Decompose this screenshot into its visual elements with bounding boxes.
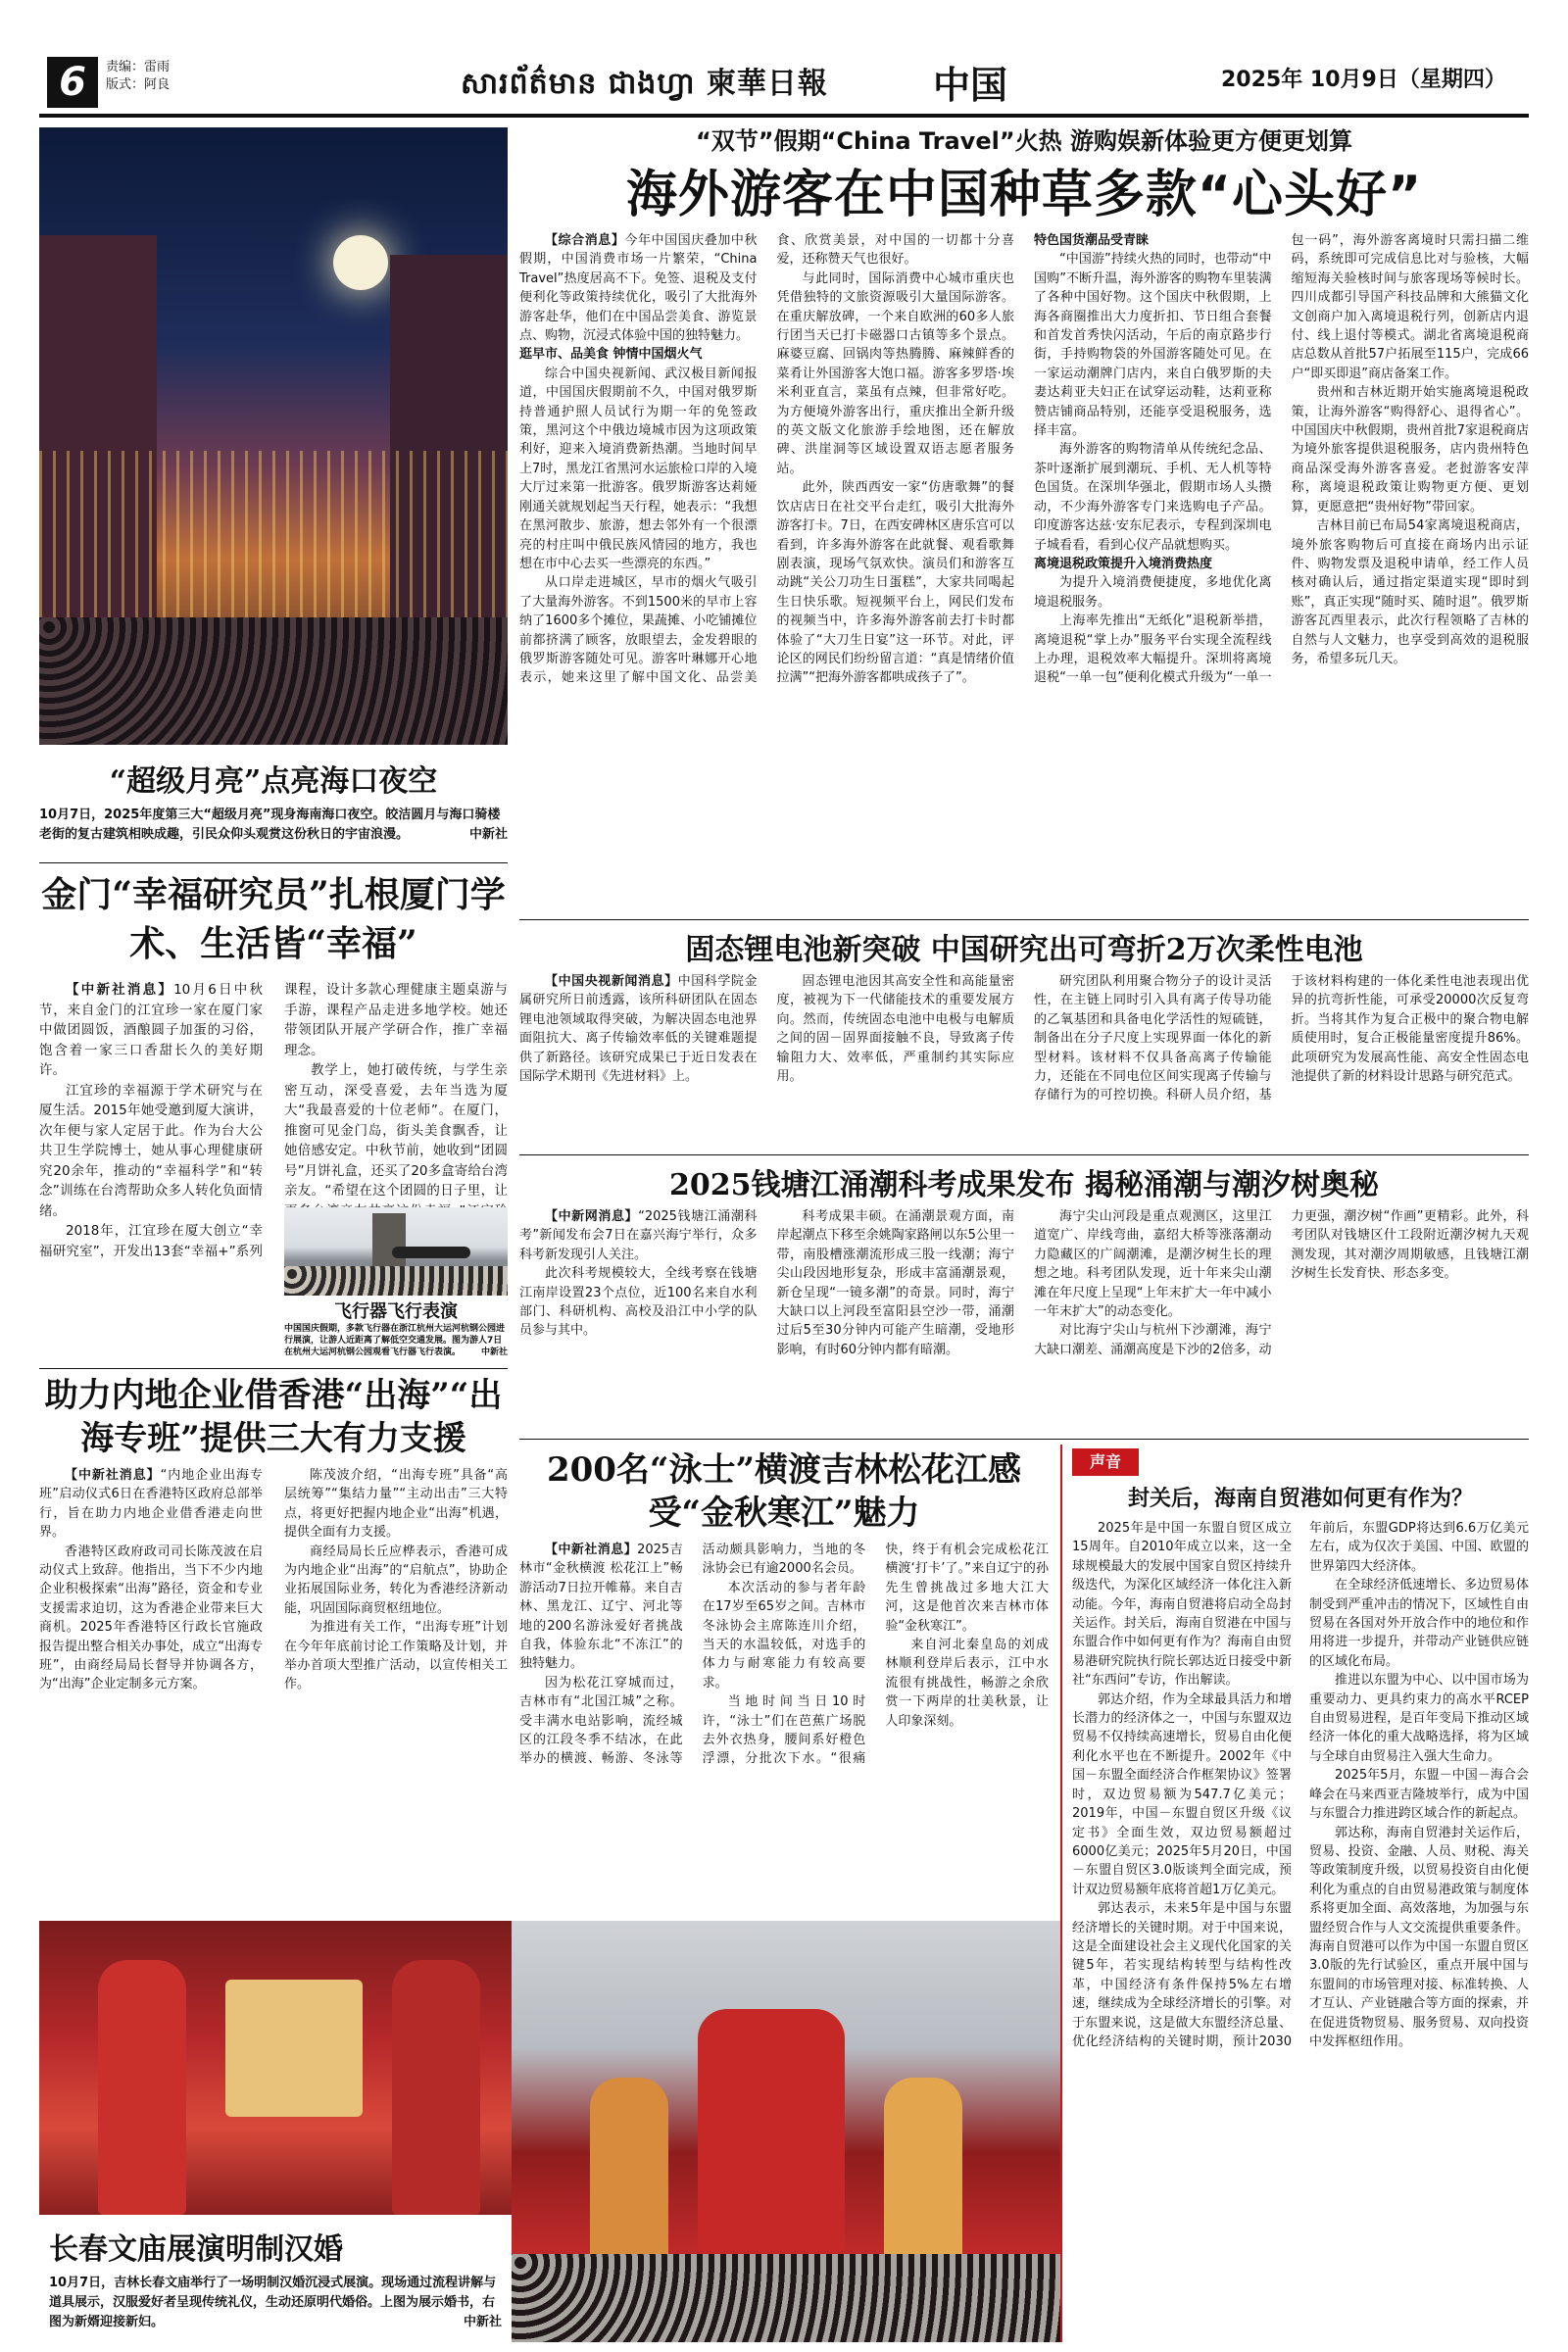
drone-title: 飞行器飞行表演 [334,1301,458,1322]
tourism-p4: 与此同时，国际消费中心城市重庆也凭借独特的文旅资源吸引大量国际游客。在重庆解放碑，一个来自欧洲的60多人旅行团当天已打卡磁器口古镇等多个景点。麻婆豆腐、回锅肉等热腾腾、麻辣鲜香的菜肴让外国游客大饱口福。游客多罗塔·埃米利亚直言，菜虽有点辣，但非常好吃。为方便境外游客出行，重庆推出全新升级的英文版文化旅游手绘地图，还在解放碑、洪崖洞等区域设置双语志愿者服务站。 [776,270,1014,476]
tourism-p3: 从口岸走进城区，早市的烟火气吸引了大量海外游客。不到1500米的早市上容纳了1600多个摊位，果蔬摊、小吃铺摊位前都挤满了顾客，放眼望去，金发碧眼的俄罗斯游客随处可见。游客叶琳娜开心地表示，她来这里了解中国文化、品尝美食、欣赏美景，对中国的一切都十分喜爱，还称赞天气也很好。 [519,233,1014,686]
swim-headline: 200名“泳士”横渡吉林松花江感受“金秋寒江”魅力 [546,1450,1022,1533]
hk-p4: 商经局局长丘应桦表示，香港可成为内地企业“出海”的“启航点”，协助企业拓展国际业务，转化为香港经济新动能，巩固国际商贸枢纽地位。 [284,1544,508,1616]
hainan-p6: 2025年5月，东盟－中国－海合会峰会在马来西亚吉隆坡举行，成为中国与东盟合力推进跨区域合作的新起点。 [1309,1768,1529,1822]
moon-title: “超级月亮”点亮海口夜空 [109,764,438,799]
hainan-p2: 郭达介绍，作为全球最具活力和增长潜力的经济体之一，中国与东盟双边贸易不仅持续高速增长，贸易自由化便利化水平也在不断提升。2002年《中国－东盟全面经济合作框架协议》签署时，双边贸易额为547.7亿美元；2019年，中国－东盟自贸区升级《议定书》全面生效，双边贸易额超过6000亿美元；2025年5月20日，中国－东盟自贸区3.0版谈判全面完成，预计双边贸易额年底将首超1万亿美元。 [1072,1691,1292,1897]
battery-headline: 固态锂电池新突破 中国研究出可弯折2万次柔性电池 [685,933,1363,967]
tide-body [519,1207,1529,1433]
swim-p1: 2025吉林市“金秋横渡 松花江上”畅游活动7日拉开帷幕。来自吉林、黑龙江、辽宁、河北等地的200名游泳爱好者挑战自我，体验东北“不冻江”的独特魅力。 [519,1543,683,1672]
tourism-sub1: 逛早市、品美食 钟情中国烟火气 [519,347,703,363]
battery-body [519,972,1529,1149]
wedding-title: 长春文庙展演明制汉婚 [49,2232,343,2267]
divider [519,919,1529,920]
tide-p5: 对比海宁尖山与杭州下沙潮滩，海宁大缺口潮差、涌潮高度是下沙的2倍多，动力更强，潮汐树“作画”更精彩。此外，科考团队对钱塘区什工段附近潮汐树九天观测发现，其对潮汐周期敏感，且钱塘江潮汐树生长发育快、形态多变。 [1034,1209,1529,1357]
divider [39,862,508,863]
battery-p2: 固态锂电池因其高安全性和高能量密度，被视为下一代储能技术的重要发展方向。然而，传统固态电池中电极与电解质之间的固－固界面接触不良，导致离子传输阻力大、效率低，严重制约其实际应用。 [776,974,1014,1085]
battery-p1: 中国科学院金属研究所日前透露，该所科研团队在固态锂电池领域取得突破，为解决固态电池界面阻抗大、离子传输效率低的关键难题提供了新路径。该研究成果已于近日发表在国际学术期刊《先进材料》上。 [519,974,758,1085]
hainan-p4: 在全球经济低速增长、多边贸易体制受到严重冲击的情况下，区域性自由贸易在各国对外开放合作中的地位和作用将进一步提升，并带动产业链供应链的区域化布局。 [1309,1578,1529,1669]
tide-p3: 科考成果丰硕。在涌潮景观方面，南岸起潮点下移至余姚陶家路闸以东5公里一带，南股槽涨潮流形成三股一线潮；海宁尖山段因地形复杂，形成丰富涌潮景观，新仓呈现“一镜多潮”的奇景。同时，海宁大缺口以上河段至富阳县空沙一带，涌潮过后5至30分钟内可能产生暗潮，受地形影响，有时60分钟内都有暗潮。 [776,1209,1014,1357]
tourism-sub3: 离境退税政策提升入境消费热度 [1034,556,1213,571]
section-name: 中国 [933,64,1008,107]
tourism-sub2: 特色国货潮品受青睐 [1034,233,1150,248]
tourism-kicker: “双节”假期“China Travel”火热 游购娱新体验更方便更划算 [696,127,1352,155]
drone-photo [284,1207,508,1296]
figure-official [392,1960,480,2215]
swim-p3: 本次活动的参与者年龄在17岁至65岁之间。吉林市冬泳协会主席陈连川介绍，当天的水温较低，对选手的体力与耐寒能力有较高要求。 [702,1580,866,1690]
masthead: សារព័ត៌មាន ជាងហ្វា 柬華日報 [461,67,828,101]
opinion-rule [1060,1445,1062,2342]
crowd-shape [39,617,508,745]
xiamen-p3: 2018年，江宜珍在厦大创立“幸福研究室”，开发出13套“幸福+”系列课程，设计多款心理健康主题桌游与手游，课程产品走进多地学校。她还带领团队开展产学研合作，推广幸福理念。 [39,982,508,1259]
opinion-tag: 声音 [1072,1448,1139,1476]
tide-p4: 海宁尖山河段是重点观测区，这里江道宽广、岸线弯曲，嘉绍大桥等涨落潮动力隐藏区的广阔潮滩，是潮汐树生长的理想之地。科考团队发现，近十年来尖山潮滩在年尺度上呈现“上年末扩大一年中减小一年末扩大”的动态变化。 [1034,1209,1272,1320]
drone-source: 中新社 [480,1348,508,1357]
hainan-p1: 2025年是中国一东盟自贸区成立15周年。自2010年成立以来，这一全球规模最大的发展中国家自贸区持续升级迭代，为深化区域经济一体化注入新动能。今年，海南自贸港将启动全岛封关运作。封关后，海南自贸港在中国与东盟合作中如何更有作为？海南自由贸易港研究院执行院长郭达近日接受中新社“东西问”专访，作出解读。 [1072,1521,1292,1689]
header-rule [39,114,1529,118]
layout-name: 版式：阿良 [106,77,171,92]
swim-lead: 【中新社消息】 [545,1543,638,1557]
divider [39,1368,508,1369]
xiamen-p1: 10月6日中秋节，来自金门的江宜珍一家在厦门家中做团圆饭，酒酿圆子加蛋的习俗，饱含着一家三口香甜长久的美好期许。 [39,982,263,1078]
xiamen-p4: 教学上，她打破传统，与学生亲密互动，深受喜爱，去年当选为厦大“我最喜爱的十位老师”。在厦门，推窗可见金门岛，街头美食飘香，让她倍感安定。中秋节前，她收到“团圆号”月饼礼盒，还买了20多盒寄给台湾亲友。“希望在这个团圆的日子里，让 [284,1062,508,1199]
tourism-p1: 今年中国国庆叠加中秋假期，中国消费市场一片繁荣，“China Travel”热度居高不下。免签、退税及支付便利化等政策持续优化，吸引了大批海外游客赴华，他们在中国品尝美食、游览景点、购物，沉浸式体验中国的独特魅力。 [519,233,758,344]
tide-p1: “2025钱塘江涌潮科考”新闻发布会7日在嘉兴海宁举行，众多科考新发现引人关注。 [519,1209,758,1262]
hainan-p3: 郭达表示，未来5年是中国与东盟经济增长的关键时期。对于中国来说，这是全面建设社会主义现代化国家的关键5年，若实现结构转型与结构性改革，中国经济有条件保持5%左右增速，继续成为全球经济增长的引擎。对于东盟来说，这是做大东盟经济总量、优化经济结构的关键时期，预计2030年前后，东盟GDP将达到6.6万亿美元左右，成为仅次于美国、中国、欧盟的世界第四大经济体。 [1072,1521,1529,2049]
editor-credits [106,59,170,94]
page-number: 6 [47,57,98,108]
moon-shape [333,235,388,290]
audience-shape [512,2254,1060,2342]
tourism-headline: 海外游客在中国种草多款“心头好” [625,166,1423,224]
moon-source: 中新社 [468,827,508,842]
tide-lead: 【中新网消息】 [545,1209,639,1224]
haikou-night-photo [39,127,508,745]
hk-headline: 助力内地企业借香港“出海”“出海专班”提供三大有力支援 [44,1376,503,1458]
wedding-photo-right [512,1921,1060,2342]
swim-p5: 来自河北秦皇岛的刘成林顺利登岸后表示，江中水流很有挑战性，畅游之余欣赏一下两岸的壮美秋景，让人印象深刻。 [885,1638,1049,1729]
tourism-p7: 海外游客的购物清单从传统纪念品、茶叶逐渐扩展到潮玩、手机、无人机等特色国货。在深圳华强北，假期市场人头攒动，不少海外游客专门来选购电子产品。印度游客达兹·安东尼表示，专程到深圳电子城看看，看到心仪产品就想购买。 [1034,442,1272,553]
flying-vehicle-shape [392,1247,470,1258]
marriage-certificate [225,1980,363,2117]
tourism-p8: 为提升入境消费便捷度，多地优化离境退税服务。 [1034,575,1272,610]
spectator-crowd [284,1266,508,1296]
hk-body [39,1466,508,1913]
tourism-p2: 综合中国央视新闻、武汉极目新闻报道，中国国庆假期前不久，中国对俄罗斯持普通护照人员试行为期一年的免签政策，黑河这个中俄边境城市因为这项政策利好，迎来入境消费新热潮。当地时间早上7时，黑龙江省黑河水运旅检口岸的入境大厅过来第一批游客。俄罗斯游客达莉娅刚通关就规划起当天行程，她表示：“我想在黑河散步、旅游，想去邻外有一个很漂亮的村庄叫中俄民族风情园的地方，我也想在市中心去买一些漂亮的东西。” [519,366,758,571]
figure-groom [98,1960,186,2215]
battery-p3: 研究团队利用聚合物分子的设计灵活性，在主链上同时引入具有离子传导功能的乙氧基团和具备电化学活性的短硫链，制备出在分子尺度上实现界面一体化的新型材料。该材料不仅具备高离子传输能力，还能在不同电位区间实现离子传输与存储行为的可控切换。科研人员介绍，基于该材料构建的一体化柔性电池表现出优异的抗弯折性能，可承受20000次反复弯折。当将其作为复合正极中的聚合物电解质使用时，复合正极能量密度提升86%。此项研究为发展高性能、高安全性固态电池提供了新的材料设计思路与研究范式。 [1034,974,1529,1103]
tourism-p6: “中国游”持续火热的同时，也带动“中国购”不断升温，海外游客的购物车里装满了各种中国好物。这个国庆中秋假期，上海各商圈推出大力度折扣、节日组合套餐和首发首秀快闪活动，午后的南京路步行街，手持购物袋的外国游客随处可见。在一家运动潮牌门店内，来自白俄罗斯的夫妻达莉亚夫妇正在试穿运动鞋，达莉亚称赞店铺商品特别，还能享受退税服务，选择丰富。 [1034,252,1272,439]
figure-attendant-left [590,2078,668,2274]
hainan-headline: 封关后，海南自贸港如何更有作为？ [1127,1487,1473,1511]
tourism-p9: 上海率先推出“无纸化”退税新举措，离境退税“掌上办”服务平台实现全流程线上办理，退税效率大幅提升。深圳将离境退税“一单一包”便利化模式升级为“一单一包一码”，海外游客离境时只需扫描二维码，系统即可完成信息比对与验核，大幅缩短海关验核时间与旅客现场等候时长。四川成都引导国产科技品牌和大熊猫文化文创商户加入离境退税行列，创新店内退付、线上退付等模式。湖北省离境退税商店总数从首批57户拓展至115户，完成66户“即买即退”商店备案工作。 [1034,233,1529,686]
drone-caption-text: 中国国庆假期，多款飞行器在浙江杭州大运河杭钢公园进行展演，让游人近距离了解低空交通发展。图为游人7日在杭州大运河杭钢公园观看飞行器飞行表演。 [284,1324,506,1357]
hainan-body [1072,1519,1529,2342]
hk-p5: 为推进有关工作，“出海专班”计划在今年年底前讨论工作策略及计划，并举办首项大型推广活动，以宣传相关工作。 [284,1620,508,1692]
figure-attendant-right [884,2078,962,2274]
issue-date: 2025年 10月9日（星期四） [1221,68,1506,92]
moon-caption [39,806,508,845]
drone-caption-box [284,1298,508,1358]
hk-lead: 【中新社消息】 [65,1468,161,1483]
tourism-body [519,231,1529,912]
divider [519,1439,1529,1440]
swim-p4: 当地时间当日10时许，“泳士”们在芭蕉广场脱去外衣热身，腰间系好橙色浮漂，分批次下水。“很痛快，终于有机会完成松花江横渡‘打卡’了。”来自辽宁的孙先生曾挑战过多地大江大河，这是他首次来吉林市体验“金秋寒江”。 [702,1543,1049,1767]
hainan-p7: 郭达称，海南自贸港封关运作后，贸易、投资、金融、人员、财税、海关等政策制度升级，以贸易投资自由化便利化为重点的自由贸易港政策与制度体系将更加全面、高效落地，为加强与东盟经贸合作与人文交流提供重要条件。海南自贸港可以作为中国一东盟自贸区3.0版的先行试验区，重点开展中国与东盟间的市场管理对接、标准转换、人才互认、产业链融合等方面的探索，并在促进货物贸易、服务贸易、双向投资中发挥枢纽作用。 [1309,1825,1529,2049]
hk-p1: “内地企业出海专班”启动仪式6日在香港特区政府总部举行，旨在助力内地企业借香港走向世界。 [39,1468,263,1541]
tourism-p10: 贵州和吉林近期开始实施离境退税政策，让海外游客“购得舒心、退得省心”。中国国庆中秋假期，贵州首批7家退税商店为境外旅客提供退税服务，店内贵州特色商品深受海外游客喜爱。老挝游客安萍称，离境退税政策让购物更方便、更划算，更愿意把“贵州好物”带回家。 [1291,385,1529,514]
tourism-p11: 吉林目前已布局54家离境退税商店，境外旅客购物后可直接在商场内出示证件、购物发票及退税申请单，经工作人员核对确认后，通过指定渠道实现“即时到账”，真正实现“随时买、随时退”。俄罗斯游客瓦西里表示，此次行程领略了吉林的自然与人文魅力，也享受到高效的退税服务，希望多玩几天。 [1291,518,1529,666]
hk-p2: 香港特区政府政司司长陈茂波在启动仪式上致辞。他指出，当下不少内地企业积极探索“出海”路径，资金和专业支援需求迫切，这为香港企业带来巨大商机。2025年香港特区行政长官施政报告提出整合相关办事处，成立“出海专班”，由商经局局长督导并协调各方，为“出海”企业定制多元方案。 [39,1544,263,1692]
editor-name: 责编：雷雨 [106,60,171,74]
wedding-source: 中新社 [463,2315,502,2329]
battery-lead: 【中国央视新闻消息】 [545,974,678,989]
swim-body [519,1541,1049,1913]
figure-bride [698,2009,845,2254]
xiamen-p2: 江宜珍的幸福源于学术研究与在厦生活。2015年她受邀到厦大演讲，次年便与家人定居于此。作为台大公共卫生学院博士，她从事心理健康研究20余年，推动的“幸福科学”和“转念”训练在台湾帮助众多人转化负面情绪。 [39,1082,263,1219]
wedding-photo-left [39,1921,512,2215]
moon-caption-text: 10月7日，2025年度第三大“超级月亮”现身海南海口夜空。皎洁圆月与海口骑楼老街的复古建筑相映成趣，引民众仰头观赏这份秋日的宇宙浪漫。 [39,808,501,842]
wedding-caption-text: 10月7日，吉林长春文庙举行了一场明制汉婚沉浸式展演。现场通过流程讲解与道具展示，汉服爱好者呈现传统礼仪，生动还原明代婚俗。上图为展示婚书，右图为新婿迎接新妇。 [49,2276,497,2329]
divider [519,1154,1529,1155]
hainan-p5: 推进以东盟为中心、以中国市场为重要动力、更具约束力的高水平RCEP自由贸易进程，是百年变局下推动区域经济一体化的重大战略选择，将为区域与全球自由贸易注入强大生命力。 [1309,1673,1529,1764]
tourism-p5: 此外，陕西西安一家“仿唐歌舞”的餐饮店店日在社交平台走红，吸引大批海外游客打卡。7日，在西安碑林区唐乐宫可以看到，许多海外游客在此就餐、观看歌舞剧表演，现场气氛欢快。演员们和游客互动跳“关公刀功生日蛋糕”，大家共同喝起生日快乐歌。短视频平台上，网民们发布的视频当中，许多海外游客前去打卡时都体验了“大刀生日宴”这一环节。对此，评论区的网民们纷纷留言道：“真是情绪价值拉满”“把海外游客都哄成孩子了”。 [776,480,1014,686]
xiamen-lead: 【中新社消息】 [66,982,174,998]
tourism-lead: 【综合消息】 [545,233,625,248]
drone-caption [284,1323,508,1358]
hk-p3: 陈茂波介绍，“出海专班”具备“高层统筹”“集结力量”“主动出击”三大特点，将更好把握内地企业“出海”机遇，提供全面有力支援。 [284,1468,508,1541]
tide-p2: 此次科考规模较大，全线考察在钱塘江南岸设置23个点位，近100名来自水利部门、科研机构、高校及沿江中小学的队员参与其中。 [519,1266,758,1339]
wedding-caption-box [39,2217,512,2342]
tide-headline: 2025钱塘江涌潮科考成果发布 揭秘涌潮与潮汐树奥秘 [669,1168,1379,1202]
xiamen-headline: 金门“幸福研究员”扎根厦门学术、生活皆“幸福” [41,874,506,964]
swim-p2: 因为松花江穿城而过，吉林市有“北国江城”之称。受丰满水电站影响，流经城区的江段冬季不结冰，在此举办的横渡、畅游、冬泳等活动颇具影响力，当地的冬泳协会已有逾2000名会员。 [519,1543,866,1767]
wedding-caption [49,2274,502,2332]
